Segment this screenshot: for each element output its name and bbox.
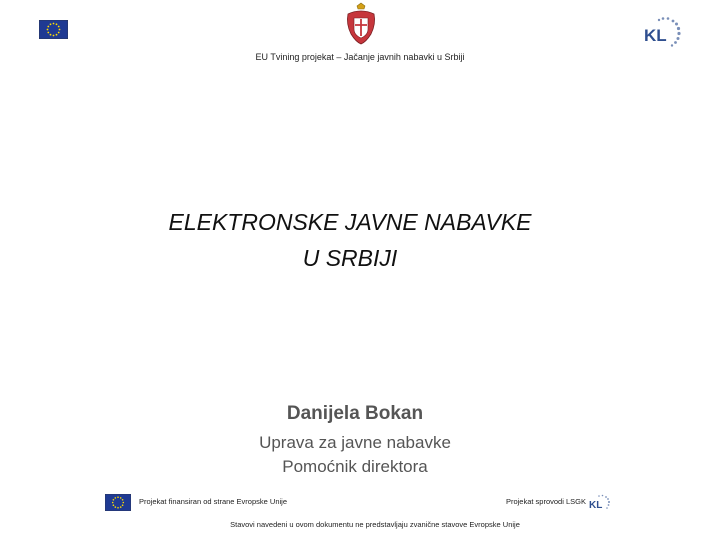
footer-funding-text: Projekat finansiran od strane Evropske Unije xyxy=(139,497,287,506)
kl-logo-icon xyxy=(642,14,684,50)
footer-disclaimer: Stavovi navedeni u ovom dokumentu ne predstavljaju zvanične stavove Evropske Unije xyxy=(230,520,520,529)
author-name: Danijela Bokan xyxy=(286,403,424,424)
footer-implementer-text: Projekat sprovodi LSGK xyxy=(505,497,586,506)
kl-logo-small-icon xyxy=(588,493,612,513)
svg-text:KL: KL xyxy=(644,26,667,45)
author-role: Pomoćnik direktora xyxy=(282,457,428,476)
author-organization: Uprava za javne nabavke xyxy=(259,433,451,452)
slide-title xyxy=(0,204,700,276)
serbia-coat-of-arms-icon xyxy=(344,2,378,46)
slide-title-line-2: U SRBIJI xyxy=(302,245,398,271)
slide-title-line-1: ELEKTRONSKE JAVNE NABAVKE xyxy=(168,209,532,235)
svg-text:KL: KL xyxy=(589,500,603,511)
eu-flag-small-icon xyxy=(105,494,131,511)
eu-flag-icon xyxy=(39,20,68,39)
header-caption: EU Tvining projekat – Jačanje javnih nabavki u Srbiji xyxy=(255,52,465,62)
